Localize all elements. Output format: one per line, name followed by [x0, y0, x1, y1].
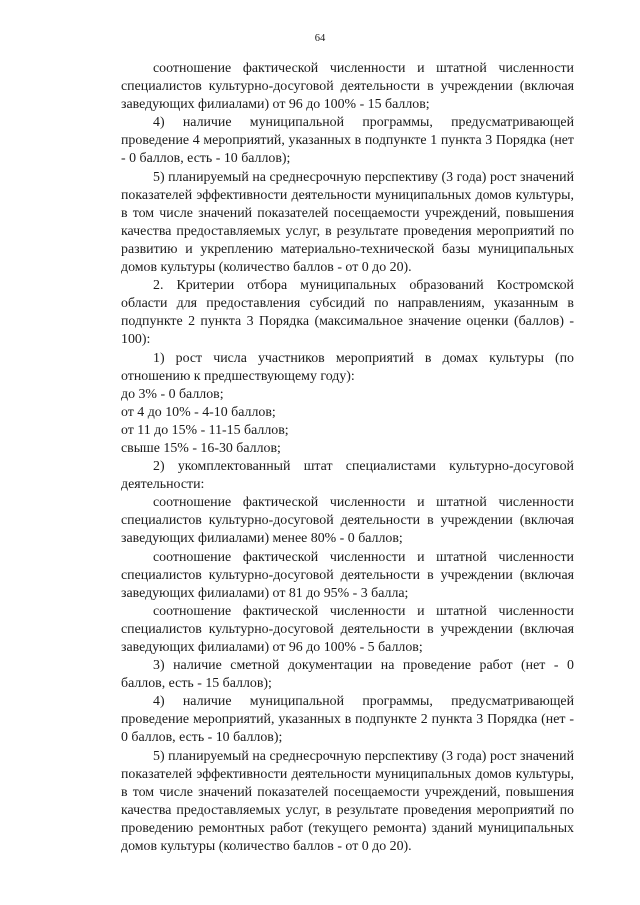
page-number: 64: [314, 33, 326, 44]
paragraph-criterion-2-staff: 2) укомплектованный штат специалистами культурно-досуговой деятельности:: [121, 459, 574, 493]
paragraph-criterion-5-growth-2: 5) планируемый на среднесрочную перспективу (3 года) рост значений показателей эффективности деятельности муниципальных домов культуры, в том числе значений показателей посещаемости учреждений, повышения качества предоставляемых услуг, в результате проведения мероприятий по проведению ремонтных работ (текущего ремонта) зданий муниципальных домов культуры (количество баллов - от 0 до 20).: [121, 748, 574, 855]
paragraph-staff-ratio-81-95: соотношение фактической численности и штатной численности специалистов культурно-досуговой деятельности в учреждении (включая заведующих филиалами) от 81 до 95% - 3 балла;: [121, 549, 574, 601]
paragraph-criterion-5-growth: 5) планируемый на среднесрочную перспективу (3 года) рост значений показателей эффективности деятельности муниципальных домов культуры, в том числе значений показателей посещаемости учреждений, повышения качества предоставляемых услуг, в результате проведения мероприятий по развитию и укреплению материально-технической базы муниципальных домов культуры (количество баллов - от 0 до 20).: [121, 169, 574, 276]
list-item-over-15: свыше 15% - 16-30 баллов;: [121, 440, 281, 456]
body-text: [121, 60, 574, 856]
paragraph-criterion-4-program: 4) наличие муниципальной программы, предусматривающей проведение 4 мероприятий, указанных в подпункте 1 пункта 3 Порядка (нет - 0 баллов, есть - 10 баллов);: [121, 115, 574, 167]
paragraph-criterion-4-program-2: 4) наличие муниципальной программы, предусматривающей проведение мероприятий, указанных в подпункте 2 пункта 3 Порядка (нет - 0 баллов, есть - 10 баллов);: [121, 694, 574, 746]
paragraph-staff-ratio-under-80: соотношение фактической численности и штатной численности специалистов культурно-досуговой деятельности в учреждении (включая заведующих филиалами) менее 80% - 0 баллов;: [121, 495, 574, 547]
paragraph-section-2-heading: 2. Критерии отбора муниципальных образований Костромской области для предоставления субсидий по направлениям, указанным в подпункте 2 пункта 3 Порядка (максимальное значение оценки (баллов) - 100):: [121, 278, 574, 348]
list-item-4-to-10: от 4 до 10% - 4-10 баллов;: [121, 404, 276, 420]
paragraph-criterion-3-estimate: 3) наличие сметной документации на проведение работ (нет - 0 баллов, есть - 15 баллов);: [121, 658, 574, 692]
list-item-up-to-3: до 3% - 0 баллов;: [121, 386, 224, 402]
paragraph-staff-ratio-96-100-5: соотношение фактической численности и штатной численности специалистов культурно-досуговой деятельности в учреждении (включая заведующих филиалами) от 96 до 100% - 5 баллов;: [121, 603, 574, 655]
paragraph-criterion-1-participants: 1) рост числа участников мероприятий в домах культуры (по отношению к предшествующему году):: [121, 350, 574, 384]
paragraph-staff-ratio-96-100-15: соотношение фактической численности и штатной численности специалистов культурно-досуговой деятельности в учреждении (включая заведующих филиалами) от 96 до 100% - 15 баллов;: [121, 61, 574, 113]
list-item-11-to-15: от 11 до 15% - 11-15 баллов;: [121, 422, 289, 438]
